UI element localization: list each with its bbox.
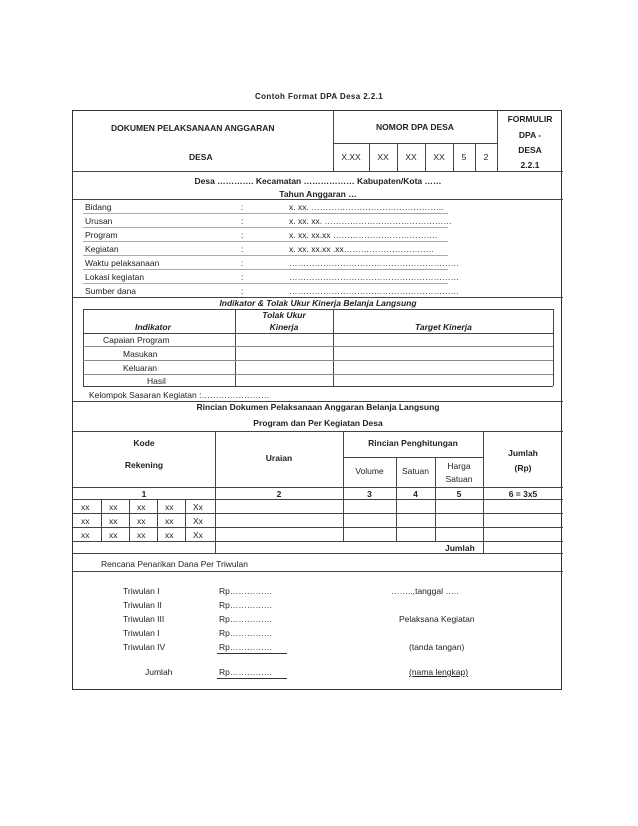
col-number: 5	[456, 489, 462, 499]
divider	[343, 431, 344, 541]
nomor-cell: X.XX	[341, 152, 361, 162]
formulir-label: 2.2.1	[520, 160, 540, 170]
signature-tanggal: ……..,tanggal …..	[391, 586, 459, 596]
uraian-header: Uraian	[265, 453, 293, 463]
divider	[83, 255, 448, 256]
triwulan-value: Rp……………	[219, 600, 273, 610]
divider	[553, 309, 554, 386]
indikator-tolak-ukur: Tolak Ukur	[262, 310, 306, 320]
formulir-label: DESA	[518, 145, 542, 155]
nomor-cell: XX	[433, 152, 445, 162]
nomor-cell: 5	[461, 152, 467, 162]
triwulan-label: Triwulan III	[123, 614, 165, 624]
divider	[73, 199, 563, 200]
divider	[101, 499, 102, 541]
code-cell: xx	[109, 502, 118, 512]
code-cell: xx	[165, 530, 174, 540]
info-sep: :	[241, 258, 244, 268]
divider	[83, 346, 553, 347]
info-sep: :	[241, 216, 244, 226]
divider	[73, 527, 563, 528]
info-value: x. xx. xx. ………………………………………	[289, 216, 452, 226]
divider	[83, 269, 448, 270]
tahun-anggaran: Tahun Anggaran …	[279, 189, 357, 199]
info-label: Kegiatan	[85, 244, 119, 254]
divider	[129, 499, 130, 541]
divider	[73, 431, 563, 432]
jumlah-header: Jumlah	[508, 448, 538, 458]
code-cell: Xx	[193, 502, 203, 512]
code-cell: xx	[137, 530, 146, 540]
code-cell: xx	[81, 502, 90, 512]
nomor-cell: XX	[377, 152, 389, 162]
code-cell: Xx	[193, 530, 203, 540]
penarikan-jumlah-value: Rp……………	[219, 667, 273, 677]
divider	[83, 227, 448, 228]
info-label: Urusan	[85, 216, 113, 226]
info-sep: :	[241, 230, 244, 240]
divider	[83, 283, 448, 284]
info-value: x. xx. xx.xx ……………………………….	[289, 230, 438, 240]
underline	[217, 653, 287, 654]
triwulan-value: Rp……………	[219, 642, 273, 652]
divider	[83, 360, 553, 361]
triwulan-label: Triwulan II	[123, 600, 162, 610]
nomor-cell: 2	[483, 152, 489, 162]
indikator-title: Indikator & Tolak Ukur Kinerja Belanja Langsung	[219, 298, 417, 308]
indikator-row: Keluaran	[123, 363, 158, 373]
indikator-row: Masukan	[123, 349, 158, 359]
divider	[333, 111, 334, 171]
rincian-penghitungan-header: Rincian Penghitungan	[368, 438, 458, 448]
kelompok-sasaran: Kelompok Sasaran Kegiatan :……………………	[89, 390, 270, 400]
target-kinerja-col: Target Kinerja	[415, 322, 472, 332]
code-cell: xx	[109, 530, 118, 540]
location-line: Desa …………. Kecamatan ……………… Kabupaten/Kota ……	[194, 176, 442, 186]
info-label: Sumber dana	[85, 286, 137, 296]
divider	[83, 309, 553, 310]
code-cell: xx	[81, 530, 90, 540]
jumlah-rp-header: (Rp)	[514, 463, 532, 473]
col-number: 2	[276, 489, 282, 499]
volume-header: Volume	[355, 466, 384, 476]
indikator-col: Indikator	[135, 322, 171, 332]
divider	[73, 513, 563, 514]
divider	[157, 499, 158, 541]
underline	[217, 678, 287, 679]
info-label: Waktu pelaksanaan	[85, 258, 160, 268]
signature-tanda-tangan: (tanda tangan)	[409, 642, 465, 652]
info-sep: :	[241, 202, 244, 212]
rincian-title: Rincian Dokumen Pelaksanaan Anggaran Belanja Langsung	[196, 402, 440, 412]
col-number: 6 = 3x5	[508, 489, 538, 499]
divider	[83, 241, 448, 242]
code-cell: xx	[137, 502, 146, 512]
info-sep: :	[241, 272, 244, 282]
indikator-kinerja: Kinerja	[269, 322, 299, 332]
info-sep: :	[241, 286, 244, 296]
info-value: x. xx. ………………………………………..	[289, 202, 444, 212]
code-cell: Xx	[193, 516, 203, 526]
penarikan-jumlah-label: Jumlah	[145, 667, 173, 677]
nomor-cell: XX	[405, 152, 417, 162]
triwulan-value: Rp……………	[219, 586, 273, 596]
divider	[333, 143, 497, 144]
divider	[185, 499, 186, 541]
satuan-header: Satuan	[402, 466, 429, 476]
kode-header: Kode	[133, 438, 155, 448]
indikator-row: Hasil	[147, 376, 166, 386]
formulir-label: DPA -	[518, 130, 542, 140]
code-cell: xx	[81, 516, 90, 526]
info-label: Program	[85, 230, 118, 240]
triwulan-value: Rp……………	[219, 628, 273, 638]
formulir-label: FORMULIR	[507, 114, 553, 124]
header-desa: DESA	[189, 152, 213, 162]
info-label: Lokasi kegiatan	[85, 272, 145, 282]
info-value: ……………………………………………………	[289, 272, 459, 282]
divider	[73, 571, 563, 572]
indikator-row: Capaian Program	[103, 335, 170, 345]
code-cell: xx	[165, 502, 174, 512]
penarikan-title: Rencana Penarikan Dana Per Triwulan	[101, 559, 248, 569]
document-title: Contoh Format DPA Desa 2.2.1	[254, 92, 384, 101]
code-cell: xx	[137, 516, 146, 526]
divider	[83, 213, 448, 214]
jumlah-row-label: Jumlah	[445, 543, 475, 553]
dpa-form	[72, 110, 562, 690]
signature-pelaksana: Pelaksana Kegiatan	[399, 614, 475, 624]
harga-satuan-header: Satuan	[445, 474, 473, 484]
divider	[83, 386, 553, 387]
code-cell: xx	[165, 516, 174, 526]
code-cell: xx	[109, 516, 118, 526]
divider	[73, 171, 563, 172]
divider	[73, 541, 563, 542]
triwulan-label: Triwulan I	[123, 628, 160, 638]
header-dokumen: DOKUMEN PELAKSANAAN ANGGARAN	[111, 123, 275, 133]
col-number: 3	[367, 489, 372, 499]
divider	[73, 553, 563, 554]
info-value: x. xx. xx.xx .xx…………………………..	[289, 244, 434, 254]
divider	[343, 457, 483, 458]
triwulan-label: Triwulan IV	[123, 642, 166, 652]
col-number: 1	[141, 489, 147, 499]
info-value: ……………………………………………………	[289, 286, 459, 296]
harga-header: Harga	[447, 461, 471, 471]
rincian-subtitle: Program dan Per Kegiatan Desa	[253, 418, 383, 428]
divider	[83, 333, 553, 334]
header-nomor-label: NOMOR DPA DESA	[376, 122, 454, 132]
rekening-header: Rekening	[124, 460, 164, 470]
info-label: Bidang	[85, 202, 112, 212]
signature-nama: (nama lengkap)	[409, 667, 469, 677]
info-value: ……………………………………………………	[289, 258, 459, 268]
triwulan-label: Triwulan I	[123, 586, 160, 596]
info-sep: :	[241, 244, 244, 254]
divider	[83, 374, 553, 375]
col-number: 4	[413, 489, 418, 499]
divider	[73, 499, 563, 500]
triwulan-value: Rp……………	[219, 614, 273, 624]
divider	[73, 487, 563, 488]
